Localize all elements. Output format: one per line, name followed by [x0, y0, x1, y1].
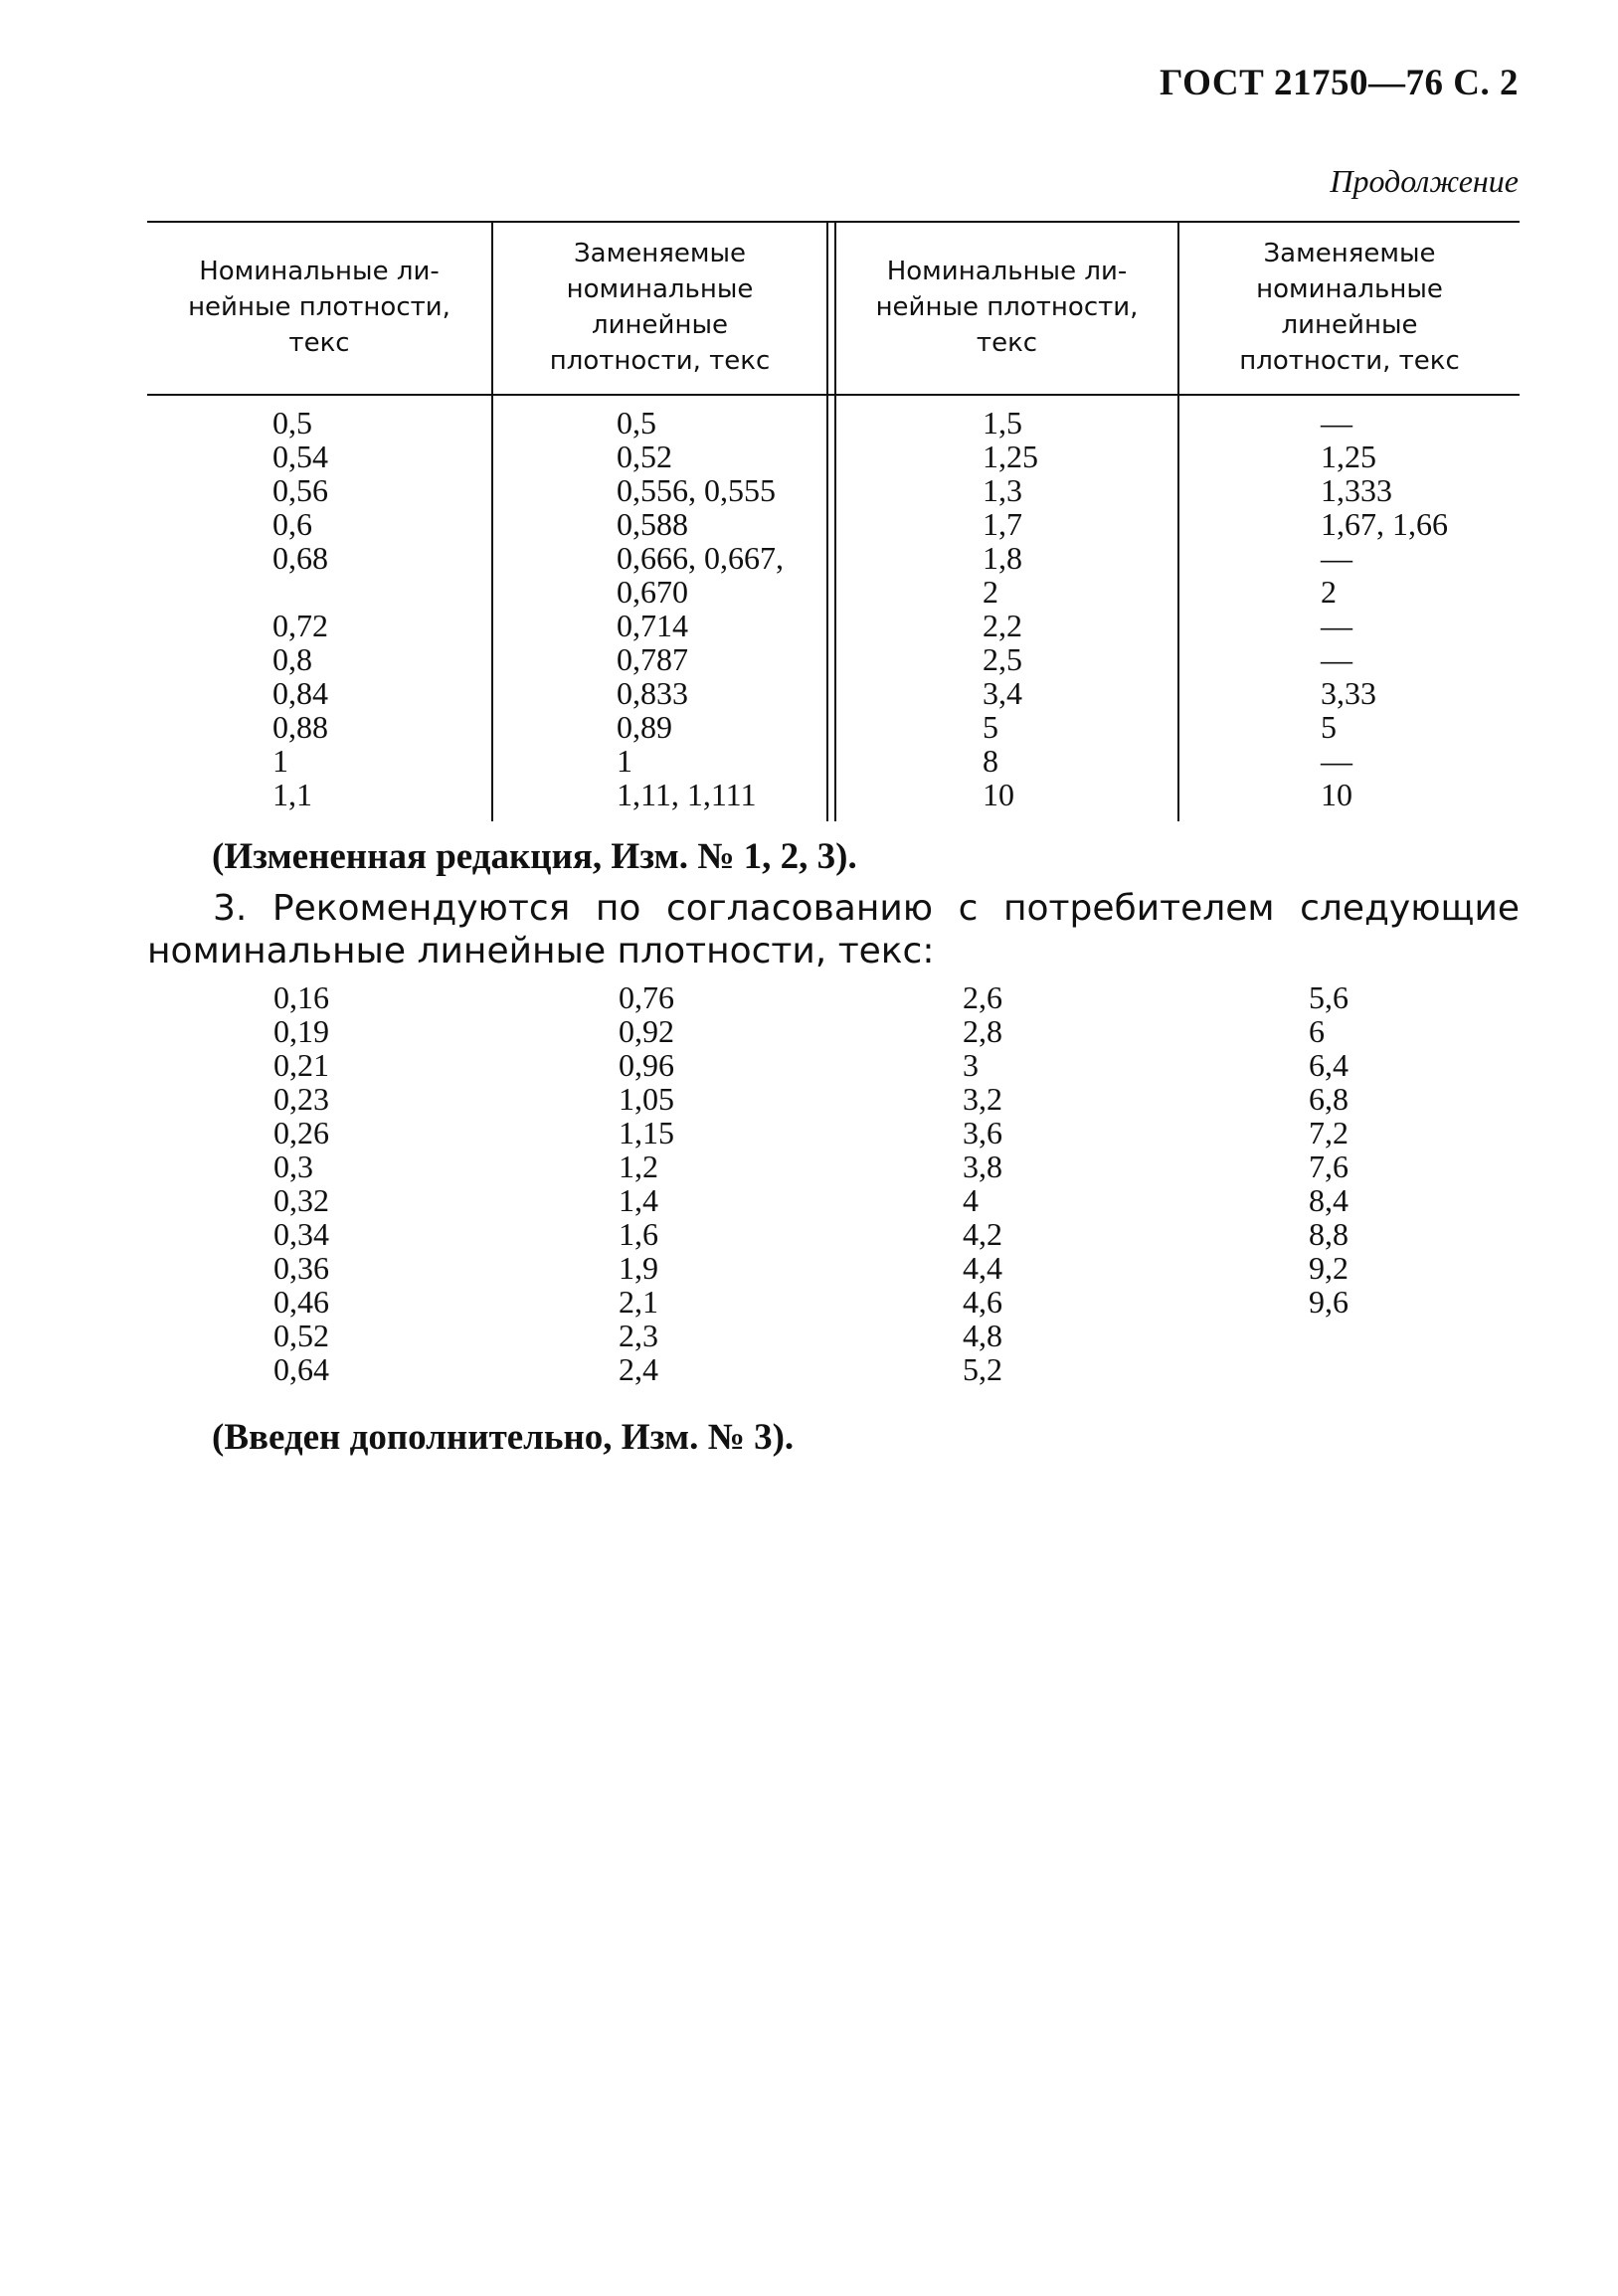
- recommended-value: 0,32: [273, 1182, 329, 1218]
- header-line: Заменяемые: [574, 239, 746, 268]
- table-cell: 0,88: [272, 709, 328, 745]
- recommended-value: 0,46: [273, 1284, 329, 1320]
- table-cell: 3,33: [1321, 675, 1376, 711]
- recommended-value: 4,2: [963, 1216, 1002, 1252]
- table-cell: —: [1321, 743, 1352, 779]
- table-cell: 10: [1321, 777, 1352, 812]
- recommended-column: [1309, 980, 1348, 1319]
- table-cell: 1: [272, 743, 288, 779]
- recommended-value: 0,26: [273, 1115, 329, 1150]
- table-cell: 0,787: [617, 641, 688, 677]
- header-line: текс: [288, 328, 350, 358]
- recommended-value: 5,6: [1309, 979, 1348, 1015]
- recommended-value: 0,16: [273, 979, 329, 1015]
- recommended-value: 6: [1309, 1013, 1325, 1049]
- recommended-value: 0,64: [273, 1351, 329, 1387]
- table-cell: 1,333: [1321, 472, 1392, 508]
- density-table: [147, 221, 1520, 821]
- table-cell: 3,4: [983, 675, 1022, 711]
- table-cell: 10: [983, 777, 1014, 812]
- table-cell: 1,11, 1,111: [617, 777, 757, 812]
- table-cell: 0,6: [272, 506, 312, 542]
- table-cell: 0,54: [272, 439, 328, 474]
- recommended-value: 3,2: [963, 1081, 1002, 1117]
- table-cell: 1: [617, 743, 632, 779]
- recommended-value: 0,21: [273, 1047, 329, 1083]
- header-line: плотности, текс: [549, 346, 771, 376]
- header-line: Заменяемые: [1263, 239, 1436, 268]
- recommended-column: [619, 980, 674, 1386]
- table-column-nominal-2: [983, 406, 1038, 811]
- recommended-value: 0,92: [619, 1013, 674, 1049]
- header-line: текс: [976, 328, 1038, 358]
- table-column-divider: [826, 221, 828, 821]
- table-cell: 0,5: [272, 405, 312, 441]
- recommended-value: 2,3: [619, 1318, 658, 1353]
- table-cell: 2,2: [983, 608, 1022, 643]
- recommended-column: [963, 980, 1002, 1386]
- recommended-value: 7,2: [1309, 1115, 1348, 1150]
- table-cell: 2,5: [983, 641, 1022, 677]
- table-cell: [272, 575, 328, 609]
- table-header-replaced: [493, 221, 826, 394]
- recommended-value: 6,4: [1309, 1047, 1348, 1083]
- table-cell: —: [1321, 540, 1352, 576]
- table-header-replaced-2: [1179, 221, 1520, 394]
- table-cell: 8: [983, 743, 998, 779]
- recommended-value: 4,6: [963, 1284, 1002, 1320]
- recommended-column: [273, 980, 329, 1386]
- recommended-value: 7,6: [1309, 1148, 1348, 1184]
- recommended-value: 0,52: [273, 1318, 329, 1353]
- recommended-value: 1,9: [619, 1250, 658, 1286]
- recommended-value: 8,4: [1309, 1182, 1348, 1218]
- recommended-value: 0,96: [619, 1047, 674, 1083]
- recommended-value: 1,6: [619, 1216, 658, 1252]
- header-line: линейные: [1281, 310, 1418, 340]
- recommended-value: 3,6: [963, 1115, 1002, 1150]
- header-line: нейные плотности,: [875, 292, 1139, 322]
- table-cell: 5: [1321, 709, 1337, 745]
- table-header-nominal-2: [836, 221, 1177, 394]
- table-cell: 1,25: [1321, 439, 1376, 474]
- table-cell: 0,84: [272, 675, 328, 711]
- table-cell: 0,714: [617, 608, 688, 643]
- recommended-value: 1,15: [619, 1115, 674, 1150]
- table-cell: 1,67, 1,66: [1321, 506, 1448, 542]
- recommended-value: 6,8: [1309, 1081, 1348, 1117]
- addition-note: (Введен дополнительно, Изм. № 3).: [212, 1417, 795, 1458]
- header-line: Номинальные ли-: [199, 257, 440, 286]
- table-header-rule: [147, 394, 1520, 396]
- recommended-value: 0,3: [273, 1148, 313, 1184]
- table-cell: 0,588: [617, 506, 688, 542]
- header-line: номинальные: [1256, 274, 1443, 304]
- table-column-nominal: [272, 406, 328, 811]
- table-column-replaced: [617, 406, 784, 811]
- recommended-value: 4,8: [963, 1318, 1002, 1353]
- recommendation-paragraph: [147, 887, 1520, 972]
- recommended-value: 0,19: [273, 1013, 329, 1049]
- recommended-value: 2,4: [619, 1351, 658, 1387]
- table-cell: 1,1: [272, 777, 312, 812]
- table-cell: 1,7: [983, 506, 1022, 542]
- header-line: нейные плотности,: [188, 292, 450, 322]
- table-cell: —: [1321, 608, 1352, 643]
- table-header-nominal: [147, 221, 491, 394]
- recommended-value: 0,23: [273, 1081, 329, 1117]
- recommended-value: 4: [963, 1182, 979, 1218]
- recommended-value: 0,34: [273, 1216, 329, 1252]
- table-cell: 0,56: [272, 472, 328, 508]
- table-cell: 0,68: [272, 540, 328, 576]
- recommended-value: 8,8: [1309, 1216, 1348, 1252]
- header-line: линейные: [592, 310, 728, 340]
- table-cell: 1,3: [983, 472, 1022, 508]
- amendment-note: (Измененная редакция, Изм. № 1, 2, 3).: [212, 836, 857, 877]
- recommended-value: 2,8: [963, 1013, 1002, 1049]
- table-cell: 1,25: [983, 439, 1038, 474]
- recommended-value: 9,6: [1309, 1284, 1348, 1320]
- table-cell: 1,5: [983, 405, 1022, 441]
- table-cell: 2: [983, 574, 998, 610]
- table-cell: 0,8: [272, 641, 312, 677]
- table-cell: 5: [983, 709, 998, 745]
- table-cell: 2: [1321, 574, 1337, 610]
- table-cell: —: [1321, 641, 1352, 677]
- table-cell: 0,5: [617, 405, 656, 441]
- recommended-value: 1,05: [619, 1081, 674, 1117]
- recommended-value: 0,76: [619, 979, 674, 1015]
- table-cell: —: [1321, 405, 1352, 441]
- table-cell: 0,670: [617, 574, 688, 610]
- header-line: номинальные: [566, 274, 754, 304]
- recommended-value: 2,1: [619, 1284, 658, 1320]
- recommended-value: 3,8: [963, 1148, 1002, 1184]
- recommended-value: 5,2: [963, 1351, 1002, 1387]
- table-cell: 0,89: [617, 709, 672, 745]
- table-column-replaced-2: [1321, 406, 1448, 811]
- continuation-label: Продолжение: [1330, 163, 1519, 199]
- document-reference: ГОСТ 21750—76 С. 2: [1160, 63, 1519, 103]
- table-cell: 1,8: [983, 540, 1022, 576]
- table-cell: 0,556, 0,555: [617, 472, 776, 508]
- recommended-value: 0,36: [273, 1250, 329, 1286]
- table-cell: 0,72: [272, 608, 328, 643]
- table-cell: 0,833: [617, 675, 688, 711]
- recommended-value: 4,4: [963, 1250, 1002, 1286]
- recommended-value: 9,2: [1309, 1250, 1348, 1286]
- recommended-value: 3: [963, 1047, 979, 1083]
- recommended-value: 1,4: [619, 1182, 658, 1218]
- table-cell: 0,52: [617, 439, 672, 474]
- recommended-value: 1,2: [619, 1148, 658, 1184]
- recommended-value: 2,6: [963, 979, 1002, 1015]
- header-line: плотности, текс: [1239, 346, 1460, 376]
- header-line: Номинальные ли-: [886, 257, 1128, 286]
- paragraph-line: 3. Рекомендуются по согласованию с потребителем следующие: [213, 888, 1520, 929]
- table-cell: 0,666, 0,667,: [617, 540, 784, 576]
- paragraph-line: номинальные линейные плотности, текс:: [147, 931, 935, 971]
